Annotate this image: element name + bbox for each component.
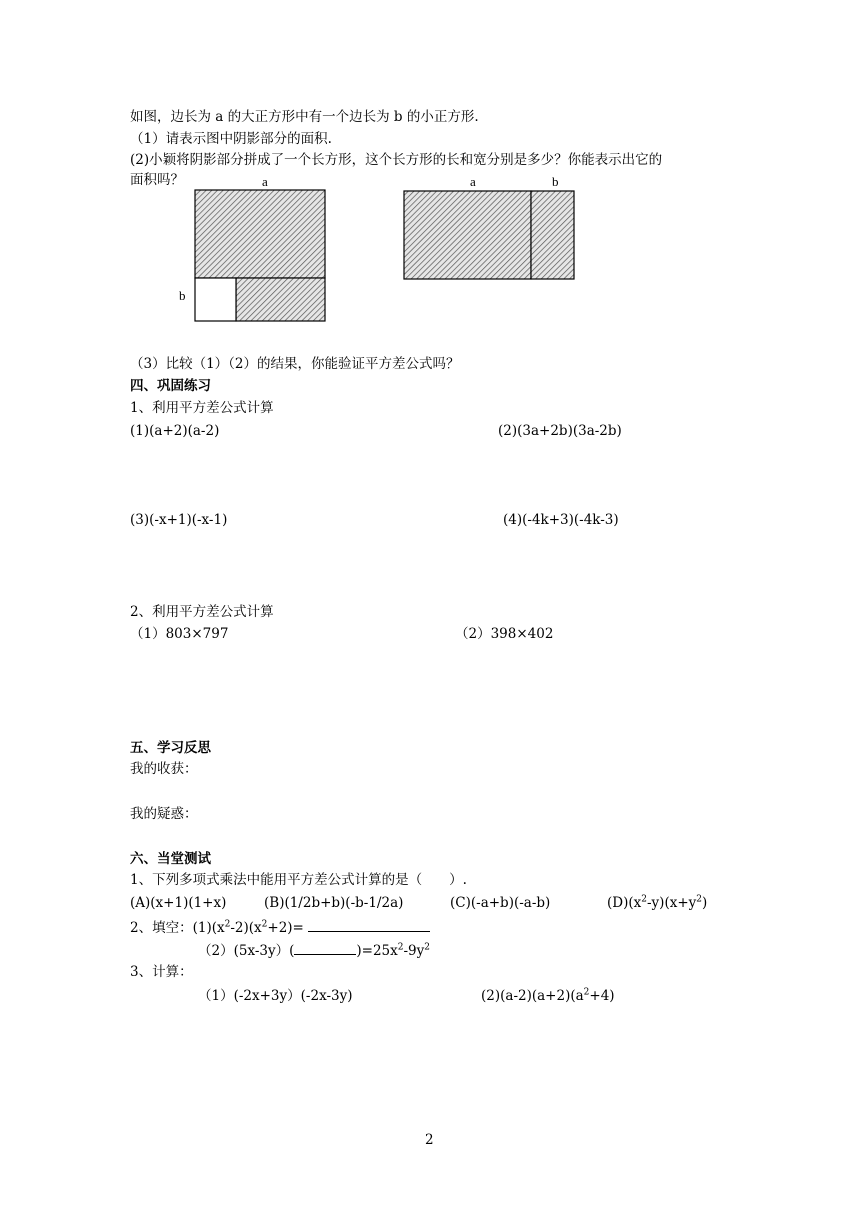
exercise-1-item-3: (3)(-x+1)(-x-1) xyxy=(130,512,228,528)
choice-c: (C)(-a+b)(-a-b) xyxy=(450,895,551,911)
fill-blank-1: 2、填空：$(1)(x^2-2)(x^2+2)=$ xyxy=(130,917,430,937)
label-b: b xyxy=(552,174,559,189)
fill-blank-2: （2）(5x-3y）( )$=25x^2-9y^2$ xyxy=(198,940,430,960)
label-a: a xyxy=(262,174,268,189)
problem-statement: 如图，边长为 a 的大正方形中有一个边长为 b 的小正方形. xyxy=(130,109,479,125)
test-question-3: 3、计算： xyxy=(130,964,193,980)
exercise-1-item-1: (1)(a+2)(a-2) xyxy=(130,423,220,439)
question-2-line-2: 面积吗？ xyxy=(130,172,184,188)
choice-a: (A)(x+1)(1+x) xyxy=(130,895,227,911)
question-2-line-1: (2)小颖将阴影部分拼成了一个长方形，这个长方形的长和宽分别是多少？你能表示出它的 xyxy=(130,152,663,168)
reflection-gain: 我的收获： xyxy=(130,761,198,777)
figure-square xyxy=(175,170,375,330)
exercise-1-title: 1、利用平方差公式计算 xyxy=(130,400,274,416)
exercise-1-item-4: (4)(-4k+3)(-4k-3) xyxy=(503,512,619,528)
exercise-2-item-1: （1）803×797 xyxy=(130,626,229,642)
answer-blank[interactable] xyxy=(294,940,356,955)
choice-d: $(D)(x^2-y)(x+y^2)$ xyxy=(607,894,708,911)
label-a: a xyxy=(470,174,476,189)
calc-item-1: （1）(-2x+3y）(-2x-3y) xyxy=(198,988,353,1004)
section-5-heading: 五、学习反思 xyxy=(130,740,211,756)
page-number: 2 xyxy=(425,1132,434,1148)
exercise-2-title: 2、利用平方差公式计算 xyxy=(130,604,274,620)
test-question-1: 1、下列多项式乘法中能用平方差公式计算的是（ ）. xyxy=(130,872,467,888)
reflection-doubt: 我的疑惑： xyxy=(130,806,198,822)
exercise-1-item-2: (2)(3a+2b)(3a-2b) xyxy=(498,423,622,439)
shaded-top-region xyxy=(195,190,325,278)
question-1: （1）请表示图中阴影部分的面积. xyxy=(130,131,332,147)
figure-rectangle xyxy=(395,170,595,290)
shaded-bottom-right-region xyxy=(236,278,325,321)
shaded-rectangle-right xyxy=(531,191,574,279)
calc-item-2: $(2)(a-2)(a+2)(a^2+4)$ xyxy=(481,987,615,1004)
section-6-heading: 六、当堂测试 xyxy=(130,851,211,867)
question-3: （3）比较（1）（2）的结果，你能验证平方差公式吗？ xyxy=(130,356,460,372)
small-square xyxy=(195,278,236,321)
section-4-heading: 四、巩固练习 xyxy=(130,378,211,394)
answer-blank[interactable] xyxy=(308,917,430,932)
label-b: b xyxy=(179,288,186,303)
choice-b: (B)(1/2b+b)(-b-1/2a) xyxy=(264,895,404,911)
exercise-2-item-2: （2）398×402 xyxy=(455,626,554,642)
shaded-rectangle-left xyxy=(404,191,531,279)
